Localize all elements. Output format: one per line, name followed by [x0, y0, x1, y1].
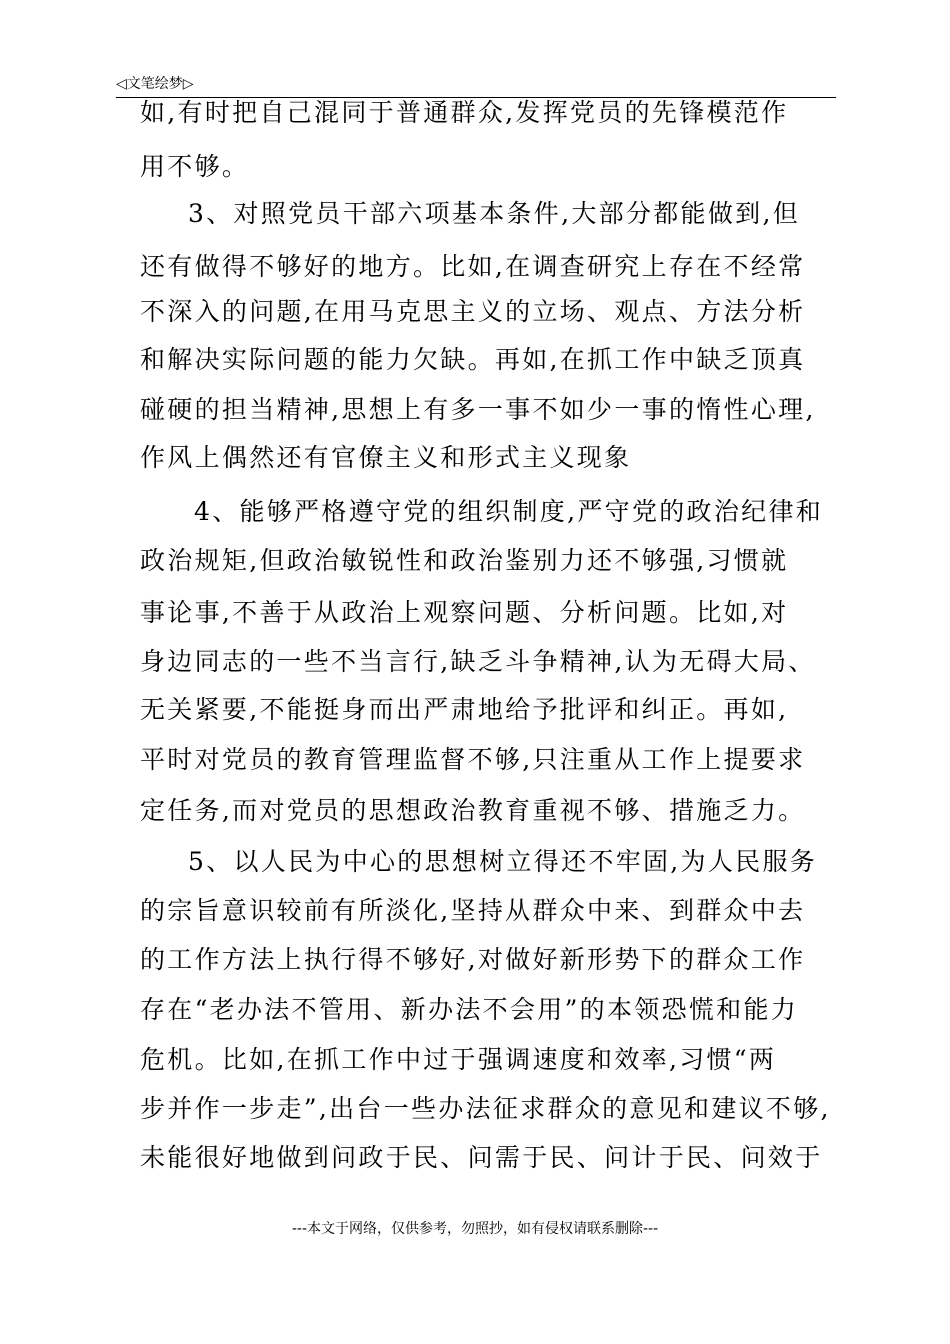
- text-line: 危机。比如,在抓工作中过于强调速度和效率,习惯“两: [140, 1045, 777, 1074]
- text-line: 未能很好地做到问政于民、问需于民、问计于民、问效于: [140, 1143, 823, 1172]
- text-line: 和解决实际问题的能力欠缺。再如,在抓工作中缺乏顶真: [140, 345, 806, 374]
- text-line: 的宗旨意识较前有所淡化,坚持从群众中来、到群众中去: [140, 896, 806, 925]
- text-line: 存在“老办法不管用、新办法不会用”的本领恐慌和能力: [140, 995, 799, 1024]
- text-line: 不深入的问题,在用马克思主义的立场、观点、方法分析: [140, 297, 806, 326]
- text-line: 的工作方法上执行得不够好,对做好新形势下的群众工作: [140, 945, 806, 974]
- page-header: ◁文笔绘梦▷: [116, 76, 194, 92]
- text-line: 身边同志的一些不当言行,缺乏斗争精神,认为无碍大局、: [140, 647, 816, 676]
- text-line: 3、对照党员干部六项基本条件,大部分都能做到,但: [188, 199, 801, 228]
- text-line: 作风上偶然还有官僚主义和形式主义现象: [140, 443, 632, 472]
- text-line: 无关紧要,不能挺身而出严肃地给予批评和纠正。再如,: [140, 695, 789, 724]
- text-line: 5、以人民为中心的思想树立得还不牢固,为人民服务: [188, 847, 818, 876]
- text-line: 政治规矩,但政治敏锐性和政治鉴别力还不够强,习惯就: [140, 546, 789, 575]
- text-line: 定任务,而对党员的思想政治教育重视不够、措施乏力。: [140, 796, 806, 825]
- text-line: 用不够。: [140, 152, 250, 181]
- text-line: 还有做得不够好的地方。比如,在调查研究上存在不经常: [140, 252, 806, 281]
- text-line: 事论事,不善于从政治上观察问题、分析问题。比如,对: [140, 598, 789, 627]
- text-line: 4、能够严格遵守党的组织制度,严守党的政治纪律和: [194, 497, 824, 526]
- footer-disclaimer: ---本文于网络，仅供参考，勿照抄，如有侵权请联系删除---: [291, 1221, 659, 1237]
- text-line: 如,有时把自己混同于普通群众,发挥党员的先锋模范作: [140, 98, 789, 127]
- text-line: 碰硬的担当精神,思想上有多一事不如少一事的惰性心理,: [140, 395, 816, 424]
- text-line: 步并作一步走”,出台一些办法征求群众的意见和建议不够,: [140, 1094, 831, 1123]
- text-line: 平时对党员的教育管理监督不够,只注重从工作上提要求: [140, 745, 806, 774]
